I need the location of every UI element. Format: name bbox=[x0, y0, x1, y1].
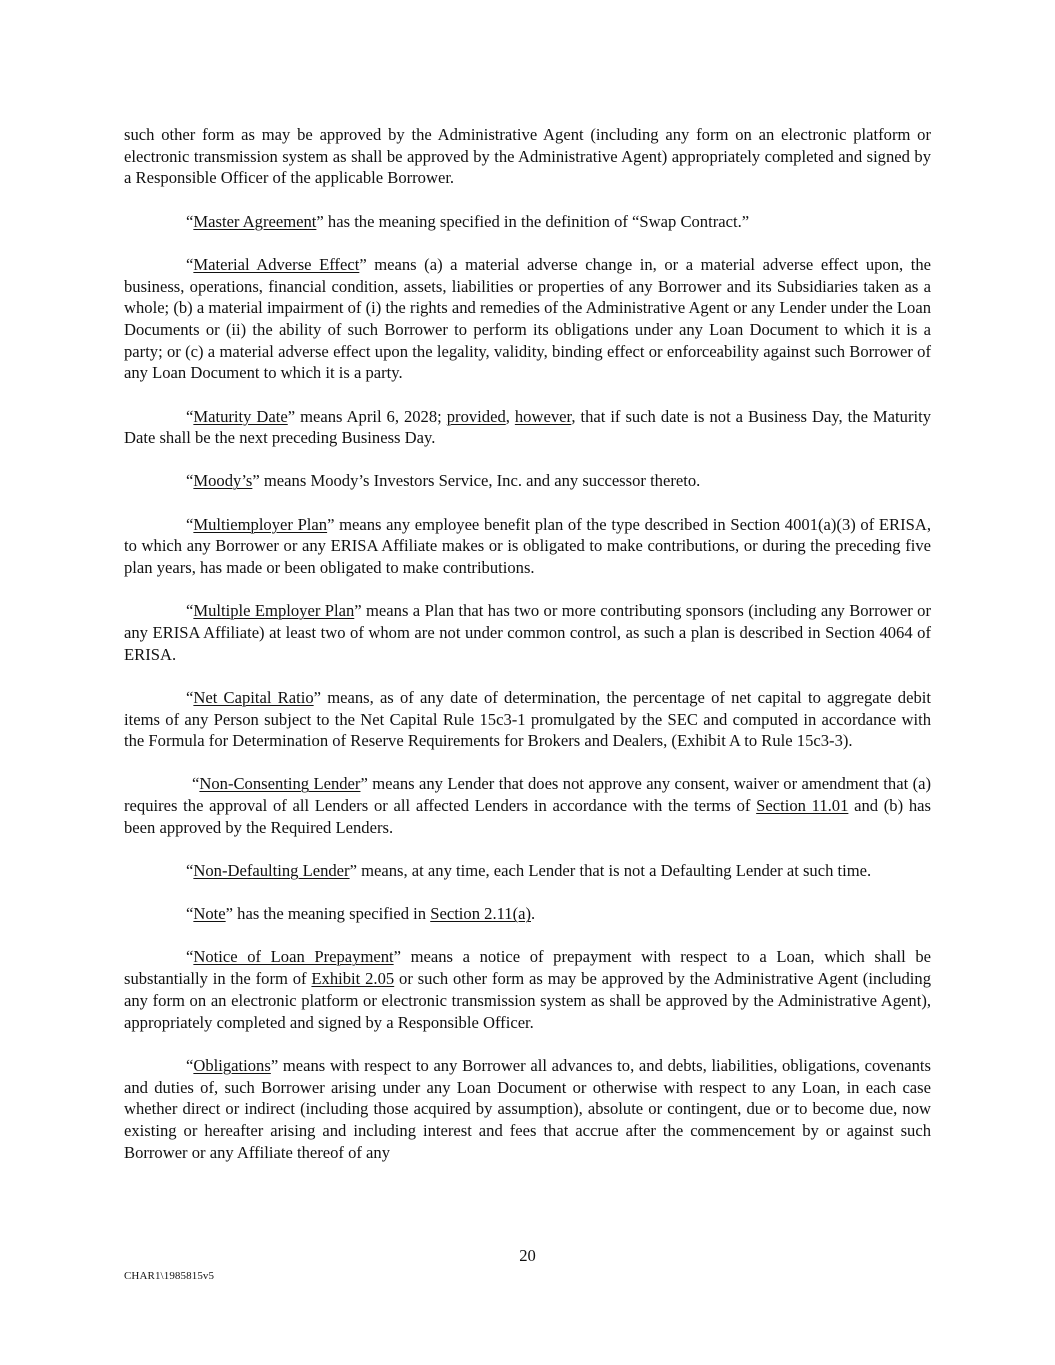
definition-paragraph bbox=[124, 470, 931, 492]
paragraph-text: “ bbox=[186, 211, 194, 231]
underlined-term: Master Agreement bbox=[193, 211, 317, 231]
underlined-term: Notice of Loan Prepayment bbox=[193, 947, 394, 967]
paragraph-text: ” has the meaning specified in the definition of “Swap Contract.” bbox=[316, 211, 750, 231]
definition-paragraph bbox=[124, 1055, 931, 1164]
paragraph-text: “ bbox=[192, 774, 200, 794]
paragraph-text: ” means a notice of prepayment with respect to a Loan, which shall be substantially in the form of bbox=[124, 947, 931, 989]
underlined-term: Non-Defaulting Lender bbox=[193, 861, 350, 881]
paragraph-text: “ bbox=[186, 687, 194, 707]
paragraph-text: ” means, at any time, each Lender that is not a Defaulting Lender at such time. bbox=[349, 861, 872, 881]
paragraph-text: ” means Moody’s Investors Service, Inc. and any successor thereto. bbox=[252, 471, 701, 491]
definition-paragraph bbox=[124, 600, 931, 665]
paragraph-text: ” means a Plan that has two or more contributing sponsors (including any Borrower or any ERISA Affiliate) at least two of whom are not under common control, as such a plan is described in Section 4064 of ERISA. bbox=[124, 601, 931, 664]
paragraph-text: “ bbox=[186, 904, 194, 924]
definition-paragraph bbox=[124, 903, 931, 925]
paragraph-text: . bbox=[531, 904, 536, 924]
paragraph-text: “ bbox=[186, 471, 194, 491]
paragraph-text: ” has the meaning specified in bbox=[225, 904, 431, 924]
paragraph-text: “ bbox=[186, 406, 194, 426]
underlined-term: Section 2.11(a) bbox=[430, 904, 531, 924]
paragraph-text: ” means any Lender that does not approve any consent, waiver or amendment that (a) requires the approval of all Lenders or all affected Lenders in accordance with the terms of bbox=[124, 774, 931, 816]
definition-paragraph bbox=[124, 946, 931, 1033]
paragraph-text: ” means, as of any date of determination, the percentage of net capital to aggregate debit items of any Person subject to the Net Capital Rule 15c3-1 promulgated by the SEC and computed in accordance with the Formula for Determination of Reserve Requirements for Brokers and Dealers, (Exhibit A to Rule 15c3-3). bbox=[124, 687, 931, 751]
underlined-term: Obligations bbox=[193, 1055, 271, 1075]
paragraph-text: such other form as may be approved by the Administrative Agent (including any form on an electronic platform or electronic transmission system as shall be approved by the Administrative Agent) appropriately completed and signed by a Responsible Officer of the applicable Borrower. bbox=[124, 125, 931, 188]
paragraph-text: ” means April 6, 2028; bbox=[287, 406, 447, 426]
paragraph-text: and (b) has been approved by the Required Lenders. bbox=[124, 796, 931, 837]
underlined-term: Exhibit 2.05 bbox=[311, 969, 395, 989]
underlined-term: Note bbox=[193, 904, 226, 924]
underlined-term: Multiple Employer Plan bbox=[193, 601, 355, 621]
definition-paragraph bbox=[124, 211, 931, 233]
definition-paragraph bbox=[124, 773, 931, 838]
paragraph-text: ” means (a) a material adverse change in, or a material adverse effect upon, the business, operations, financial condition, assets, liabilities or properties of any Borrower and its Subsidiaries taken as a whole; (b) a material impairment of (i) the rights and remedies of the Administrative Agent or any Lender under the Loan Documents or (ii) the ability of such Borrower to perform its obligations under any Loan Document to which it is a party; or (c) a material adverse effect upon the legality, validity, binding effect or enforceability against such Borrower of any Loan Document to which it is a party. bbox=[124, 254, 932, 383]
underlined-term: Non-Consenting Lender bbox=[199, 774, 361, 794]
document-id: CHAR1\1985815v5 bbox=[124, 1270, 215, 1282]
paragraph-text: “ bbox=[186, 947, 194, 967]
paragraph-text: , bbox=[505, 406, 515, 426]
underlined-term: Section 11.01 bbox=[756, 796, 849, 816]
paragraph-text: ” means any employee benefit plan of the type described in Section 4001(a)(3) of ERISA, to which any Borrower or any ERISA Affiliate makes or is obligated to make contributions, or during the preceding five plan years, has made or been obligated to make contributions. bbox=[124, 514, 931, 578]
underlined-term: Net Capital Ratio bbox=[193, 687, 314, 707]
paragraph-text: , that if such date is not a Business Day, the Maturity Date shall be the next preceding Business Day. bbox=[124, 406, 932, 448]
underlined-term: Material Adverse Effect bbox=[193, 254, 360, 274]
paragraph-text: “ bbox=[186, 601, 194, 621]
paragraph-text: “ bbox=[186, 1055, 194, 1075]
definition-paragraph bbox=[124, 687, 931, 752]
definition-paragraph bbox=[124, 254, 931, 384]
paragraph-text: “ bbox=[186, 254, 194, 274]
document-body bbox=[124, 124, 931, 1185]
underlined-term: however bbox=[514, 406, 572, 426]
underlined-term: Multiemployer Plan bbox=[193, 514, 328, 534]
underlined-term: Moody’s bbox=[193, 471, 253, 491]
paragraph-text: or such other form as may be approved by the Administrative Agent (including any form on an electronic platform or electronic transmission system as shall be approved by the Administrative Agent), appropriately completed and signed by a Responsible Officer. bbox=[124, 969, 932, 1032]
page-number: 20 bbox=[519, 1246, 536, 1265]
definition-paragraph bbox=[124, 514, 931, 579]
paragraph-text: “ bbox=[186, 514, 194, 534]
continued-paragraph bbox=[124, 124, 931, 189]
definition-paragraph bbox=[124, 860, 931, 882]
paragraph-text: “ bbox=[186, 861, 194, 881]
underlined-term: provided bbox=[446, 406, 506, 426]
paragraph-text: ” means with respect to any Borrower all advances to, and debts, liabilities, obligations, covenants and duties of, such Borrower arising under any Loan Document or otherwise with respect to any Loan, in each case whether direct or indirect (including those acquired by assumption), absolute or contingent, due or to become due, now existing or hereafter arising and including interest and fees that accrue after the commencement by or against such Borrower or any Affiliate thereof of any bbox=[124, 1055, 931, 1162]
definition-paragraph bbox=[124, 406, 931, 449]
underlined-term: Maturity Date bbox=[193, 406, 288, 426]
